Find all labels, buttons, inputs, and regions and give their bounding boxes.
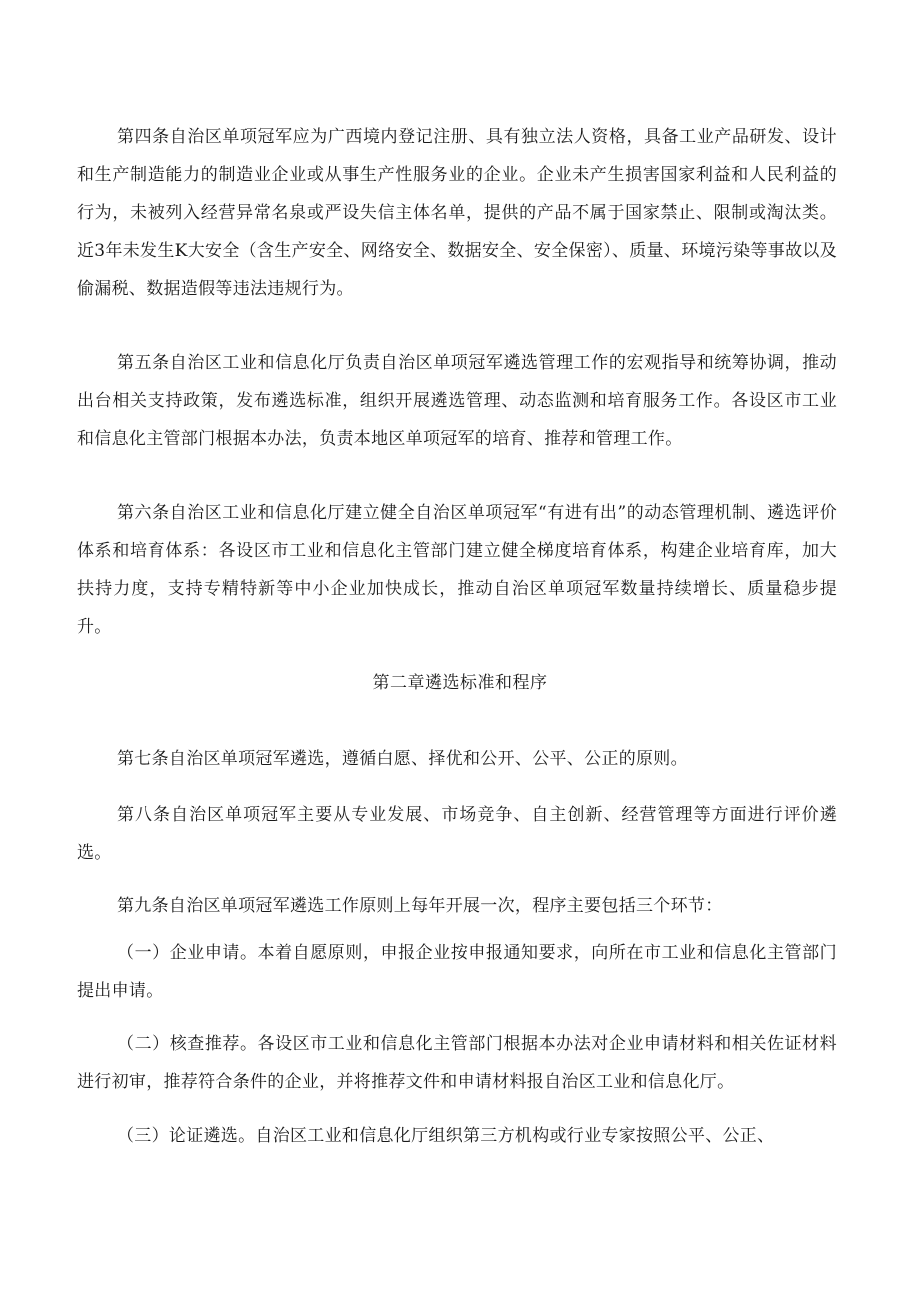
article-8: 第八条自治区单项冠军主要从专业发展、市场竞争、自主创新、经营管理等方面进行评价遴选。 [77,805,837,863]
step-2: （二）核查推荐。各设区市工业和信息化主管部门根据本办法对企业申请材料和相关佐证材料进行初审，推荐符合条件的企业，并将推荐文件和申请材料报自治区工业和信息化厅。 [77,1034,837,1092]
chapter-heading: 第二章遴选标准和程序 [372,673,548,693]
step-1: （一）企业申请。本着自愿原则，申报企业按申报通知要求，向所在市工业和信息化主管部门提出申请。 [77,943,837,1001]
article-4: 第四条自治区单项冠军应为广西境内登记注册、具有独立法人资格，具备工业产品研发、设计和生产制造能力的制造业企业或从事生产性服务业的企业。企业未产生损害国家利益和人民利益的行为，未被列入经营异常名泉或严设失信主体名单，提供的产品不属于国家禁止、限制或淘汰类。近3年未发生K大安全（含生产安全、网络安全、数据安全、安全保密）、质量、环境污染等事故以及偷漏税、数据造假等违法违规行为。 [77,127,837,299]
article-7: 第七条自治区单项冠军遴选，遵循白愿、择优和公开、公平、公正的原则。 [117,749,688,769]
article-5: 第五条自治区工业和信息化厅负责自治区单项冠军遴选管理工作的宏观指导和统筹协调，推动出台相关支持政策，发布遴选标准，组织开展遴选管理、动态监测和培育服务工作。各设区市工业和信息化主管部门根据本办法，负责本地区单项冠军的培育、推荐和管理工作。 [77,353,837,449]
step-3: （三）论证遴选。自治区工业和信息化厅组织第三方机构或行业专家按照公平、公正、 [117,1126,775,1146]
article-6: 第六条自治区工业和信息化厅建立健全自治区单项冠军“有进有出”的动态管理机制、遴选评价体系和培育体系：各设区市工业和信息化主管部门建立健全梯度培育体系，构建企业培育库，加大扶持力度，支持专精特新等中小企业加快成长，推动自治区单项冠军数量持续增长、质量稳步提升。 [77,503,837,637]
article-9: 第九条自治区单项冠军遴选工作原则上每年开展一次，程序主要包括三个环节： [117,896,723,916]
